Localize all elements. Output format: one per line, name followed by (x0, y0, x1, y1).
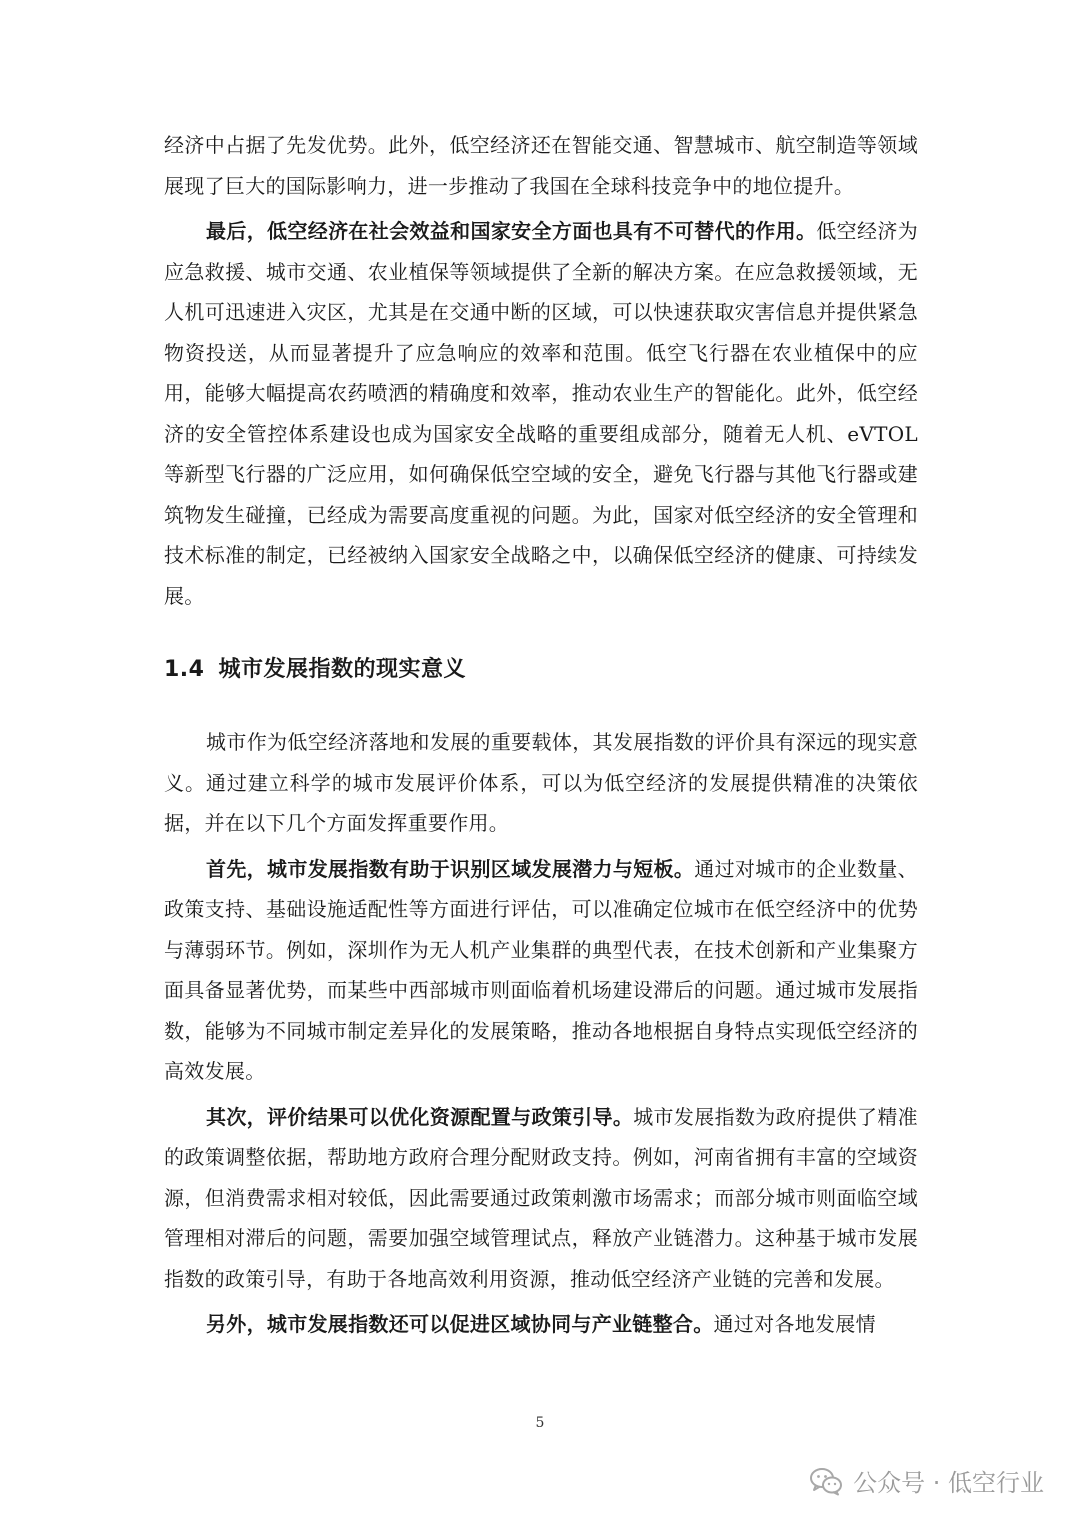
paragraph-intro (164, 722, 918, 844)
section-title: 城市发展指数的现实意义 (218, 657, 466, 682)
paragraph-finally (164, 211, 918, 616)
paragraph-lead: 其次，评价结果可以优化资源配置与政策引导。 (206, 1104, 634, 1129)
document-body (164, 125, 918, 1345)
paragraph-text: 低空经济为应急救援、城市交通、农业植保等领域提供了全新的解决方案。在应急救援领域，无人机可迅速进入灾区，尤其是在交通中断的区域，可以快速获取灾害信息并提供紧急物资投送，从而显著提升了应急响应的效率和范围。低空飞行器在农业植保中的应用，能够大幅提高农药喷洒的精确度和效率，推动农业生产的智能化。此外，低空经济的安全管控体系建设也成为国家安全战略的重要组成部分，随着无人机、eVTOL 等新型飞行器的广泛应用，如何确保低空空域的安全，避免飞行器与其他飞行器或建筑物发生碰撞，已经成为需要高度重视的问题。为此，国家对低空经济的安全管理和技术标准的制定，已经被纳入国家安全战略之中，以确保低空经济的健康、可持续发展。 (164, 219, 919, 608)
paragraph-text: 经济中占据了先发优势。此外，低空经济还在智能交通、智慧城市、航空制造等领域展现了巨大的国际影响力，进一步推动了我国在全球科技竞争中的地位提升。 (164, 133, 918, 198)
wechat-icon (809, 1466, 843, 1496)
page-number: 5 (535, 1415, 545, 1431)
paragraph-second (164, 1097, 918, 1300)
paragraph-lead: 另外，城市发展指数还可以促进区域协同与产业链整合。 (206, 1312, 714, 1336)
paragraph-text: 通过对各地发展情 (713, 1312, 876, 1336)
paragraph-lead: 首先，城市发展指数有助于识别区域发展潜力与短板。 (206, 856, 695, 881)
paragraph-continuation (164, 125, 918, 206)
watermark (809, 1463, 1044, 1498)
watermark-text: 公众号 · 低空行业 (853, 1469, 1044, 1497)
paragraph-first (164, 849, 918, 1092)
paragraph-text: 城市作为低空经济落地和发展的重要载体，其发展指数的评价具有深远的现实意义。通过建立科学的城市发展评价体系，可以为低空经济的发展提供精准的决策依据，并在以下几个方面发挥重要作用。 (164, 730, 918, 835)
paragraph-text: 城市发展指数为政府提供了精准的政策调整依据，帮助地方政府合理分配财政支持。例如，河南省拥有丰富的空域资源，但消费需求相对较低，因此需要通过政策刺激市场需求；而部分城市则面临空域管理相对滞后的问题，需要加强空域管理试点，释放产业链潜力。这种基于城市发展指数的政策引导，有助于各地高效利用资源，推动低空经济产业链的完善和发展。 (164, 1104, 918, 1291)
section-number: 1.4 (164, 657, 205, 682)
paragraph-additionally (164, 1304, 918, 1345)
paragraph-lead: 最后，低空经济在社会效益和国家安全方面也具有不可替代的作用。 (206, 219, 817, 243)
paragraph-text: 通过对城市的企业数量、政策支持、基础设施适配性等方面进行评估，可以准确定位城市在低空经济中的优势与薄弱环节。例如，深圳作为无人机产业集群的典型代表，在技术创新和产业集聚方面具备显著优势，而某些中西部城市则面临着机场建设滞后的问题。通过城市发展指数，能够为不同城市制定差异化的发展策略，推动各地根据自身特点实现低空经济的高效发展。 (164, 856, 918, 1083)
section-heading (164, 650, 918, 690)
